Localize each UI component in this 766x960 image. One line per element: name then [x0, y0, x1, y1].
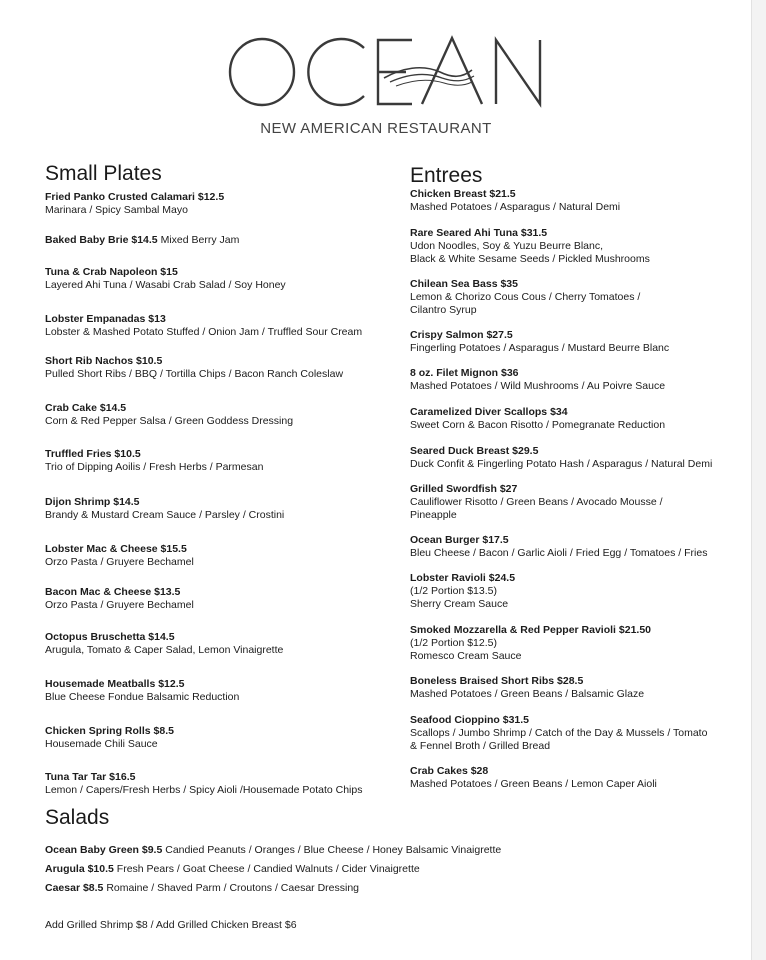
item-description: Orzo Pasta / Gruyere Bechamel	[45, 556, 194, 568]
item-description: (1/2 Portion $13.5)	[410, 585, 497, 597]
item-description: Lemon / Capers/Fresh Herbs / Spicy Aioli /Housemade Potato Chips	[45, 784, 363, 796]
item-name: Fried Panko Crusted Calamari $12.5	[45, 191, 225, 203]
item-name: Short Rib Nachos $10.5	[45, 355, 163, 367]
item-name: Truffled Fries $10.5	[45, 448, 141, 460]
item-name: Chicken Breast $21.5	[410, 188, 516, 200]
salad-item	[45, 882, 359, 894]
item-name: Lobster Ravioli $24.5	[410, 572, 516, 584]
salads-heading: Salads	[45, 806, 110, 829]
item-description: Housemade Chili Sauce	[45, 738, 158, 750]
menu-item	[410, 445, 740, 471]
item-description: Bleu Cheese / Bacon / Garlic Aioli / Fried Egg / Tomatoes / Fries	[410, 547, 708, 559]
item-name: Crispy Salmon $27.5	[410, 329, 513, 341]
menu-item	[45, 631, 405, 657]
item-description: Mashed Potatoes / Green Beans / Balsamic Glaze	[410, 688, 645, 700]
menu-item	[410, 675, 740, 701]
item-description: Mashed Potatoes / Green Beans / Lemon Caper Aioli	[410, 778, 657, 790]
item-name: Crab Cakes $28	[410, 765, 489, 777]
item-name: Rare Seared Ahi Tuna $31.5	[410, 227, 548, 239]
entrees-heading: Entrees	[410, 164, 483, 187]
item-name: Ocean Burger $17.5	[410, 534, 509, 546]
item-name: Tuna & Crab Napoleon $15	[45, 266, 178, 278]
menu-item	[410, 765, 740, 791]
item-description: Corn & Red Pepper Salsa / Green Goddess Dressing	[45, 415, 294, 427]
item-description: Mashed Potatoes / Asparagus / Natural Demi	[410, 201, 621, 213]
menu-item	[45, 586, 405, 612]
item-description: Trio of Dipping Aoilis / Fresh Herbs / Parmesan	[45, 461, 264, 473]
item-description: (1/2 Portion $12.5)	[410, 637, 497, 649]
item-description: Sweet Corn & Bacon Risotto / Pomegranate Reduction	[410, 419, 666, 431]
item-name: Arugula $10.5	[45, 863, 114, 875]
item-name: Chicken Spring Rolls $8.5	[45, 725, 174, 737]
menu-item	[45, 402, 405, 428]
item-name: Chilean Sea Bass $35	[410, 278, 518, 290]
menu-item	[45, 313, 405, 339]
item-name: Tuna Tar Tar $16.5	[45, 771, 136, 783]
item-name: Crab Cake $14.5	[45, 402, 127, 414]
item-description: Black & White Sesame Seeds / Pickled Mushrooms	[410, 253, 650, 265]
item-description: & Fennel Broth / Grilled Bread	[410, 740, 551, 752]
item-description: Pineapple	[410, 509, 457, 521]
item-name: Boneless Braised Short Ribs $28.5	[410, 675, 584, 687]
menu-item	[45, 355, 405, 381]
item-description: Layered Ahi Tuna / Wasabi Crab Salad / Soy Honey	[45, 279, 286, 291]
menu-item	[410, 227, 740, 266]
item-description: Romaine / Shaved Parm / Croutons / Caesar Dressing	[106, 882, 360, 894]
menu-item	[45, 725, 405, 751]
item-name: Lobster Mac & Cheese $15.5	[45, 543, 187, 555]
item-description: Pulled Short Ribs / BBQ / Tortilla Chips / Bacon Ranch Coleslaw	[45, 368, 344, 380]
item-description: Arugula, Tomato & Caper Salad, Lemon Vinaigrette	[45, 644, 284, 656]
menu-item	[45, 266, 405, 292]
item-name: Octopus Bruschetta $14.5	[45, 631, 175, 643]
ocean-logo	[226, 34, 546, 110]
item-description: Orzo Pasta / Gruyere Bechamel	[45, 599, 194, 611]
item-description: Cauliflower Risotto / Green Beans / Avocado Mousse /	[410, 496, 663, 508]
menu-item	[410, 714, 740, 753]
item-description: Scallops / Jumbo Shrimp / Catch of the Day & Mussels / Tomato	[410, 727, 708, 739]
page-edge	[751, 0, 766, 960]
item-name: Housemade Meatballs $12.5	[45, 678, 185, 690]
restaurant-subtitle: NEW AMERICAN RESTAURANT	[260, 120, 492, 137]
salad-item	[45, 844, 501, 856]
item-description: Lemon & Chorizo Cous Cous / Cherry Tomatoes /	[410, 291, 641, 303]
menu-item	[410, 329, 740, 355]
item-description: Mashed Potatoes / Wild Mushrooms / Au Poivre Sauce	[410, 380, 666, 392]
item-description: Udon Noodles, Soy & Yuzu Beurre Blanc,	[410, 240, 604, 252]
menu-item	[410, 188, 740, 214]
menu-item	[45, 771, 405, 797]
menu-item	[45, 496, 405, 522]
item-description: Fingerling Potatoes / Asparagus / Mustard Beurre Blanc	[410, 342, 670, 354]
menu-item	[410, 572, 740, 611]
add-on-note: Add Grilled Shrimp $8 / Add Grilled Chicken Breast $6	[45, 919, 297, 931]
menu-item	[45, 234, 405, 247]
item-name: Bacon Mac & Cheese $13.5	[45, 586, 181, 598]
item-description: Marinara / Spicy Sambal Mayo	[45, 204, 188, 216]
item-description: Romesco Cream Sauce	[410, 650, 522, 662]
menu-item	[410, 367, 740, 393]
item-name: 8 oz. Filet Mignon $36	[410, 367, 519, 379]
item-name: Lobster Empanadas $13	[45, 313, 166, 325]
item-name: Ocean Baby Green $9.5	[45, 844, 163, 856]
item-name: Smoked Mozzarella & Red Pepper Ravioli $21.50	[410, 624, 652, 636]
salad-item	[45, 863, 420, 875]
menu-item	[45, 678, 405, 704]
item-description: Brandy & Mustard Cream Sauce / Parsley / Crostini	[45, 509, 285, 521]
menu-item	[410, 483, 740, 522]
menu-item	[410, 406, 740, 432]
item-name: Grilled Swordfish $27	[410, 483, 518, 495]
menu-item	[45, 191, 405, 217]
item-description: Mixed Berry Jam	[160, 234, 240, 246]
menu-item	[45, 543, 405, 569]
item-description: Lobster & Mashed Potato Stuffed / Onion Jam / Truffled Sour Cream	[45, 326, 363, 338]
item-name: Seafood Cioppino $31.5	[410, 714, 530, 726]
item-description: Sherry Cream Sauce	[410, 598, 509, 610]
menu-item	[45, 448, 405, 474]
small-plates-heading: Small Plates	[45, 162, 162, 185]
item-description: Candied Peanuts / Oranges / Blue Cheese / Honey Balsamic Vinaigrette	[165, 844, 502, 856]
item-name: Caesar $8.5	[45, 882, 104, 894]
item-description: Fresh Pears / Goat Cheese / Candied Walnuts / Cider Vinaigrette	[116, 863, 420, 875]
menu-item	[410, 624, 740, 663]
item-description: Cilantro Syrup	[410, 304, 477, 316]
item-name: Dijon Shrimp $14.5	[45, 496, 140, 508]
item-name: Seared Duck Breast $29.5	[410, 445, 539, 457]
item-description: Duck Confit & Fingerling Potato Hash / Asparagus / Natural Demi	[410, 458, 713, 470]
item-description: Blue Cheese Fondue Balsamic Reduction	[45, 691, 240, 703]
item-name: Baked Baby Brie $14.5	[45, 234, 158, 246]
menu-item	[410, 534, 740, 560]
item-name: Caramelized Diver Scallops $34	[410, 406, 568, 418]
menu-item	[410, 278, 740, 317]
